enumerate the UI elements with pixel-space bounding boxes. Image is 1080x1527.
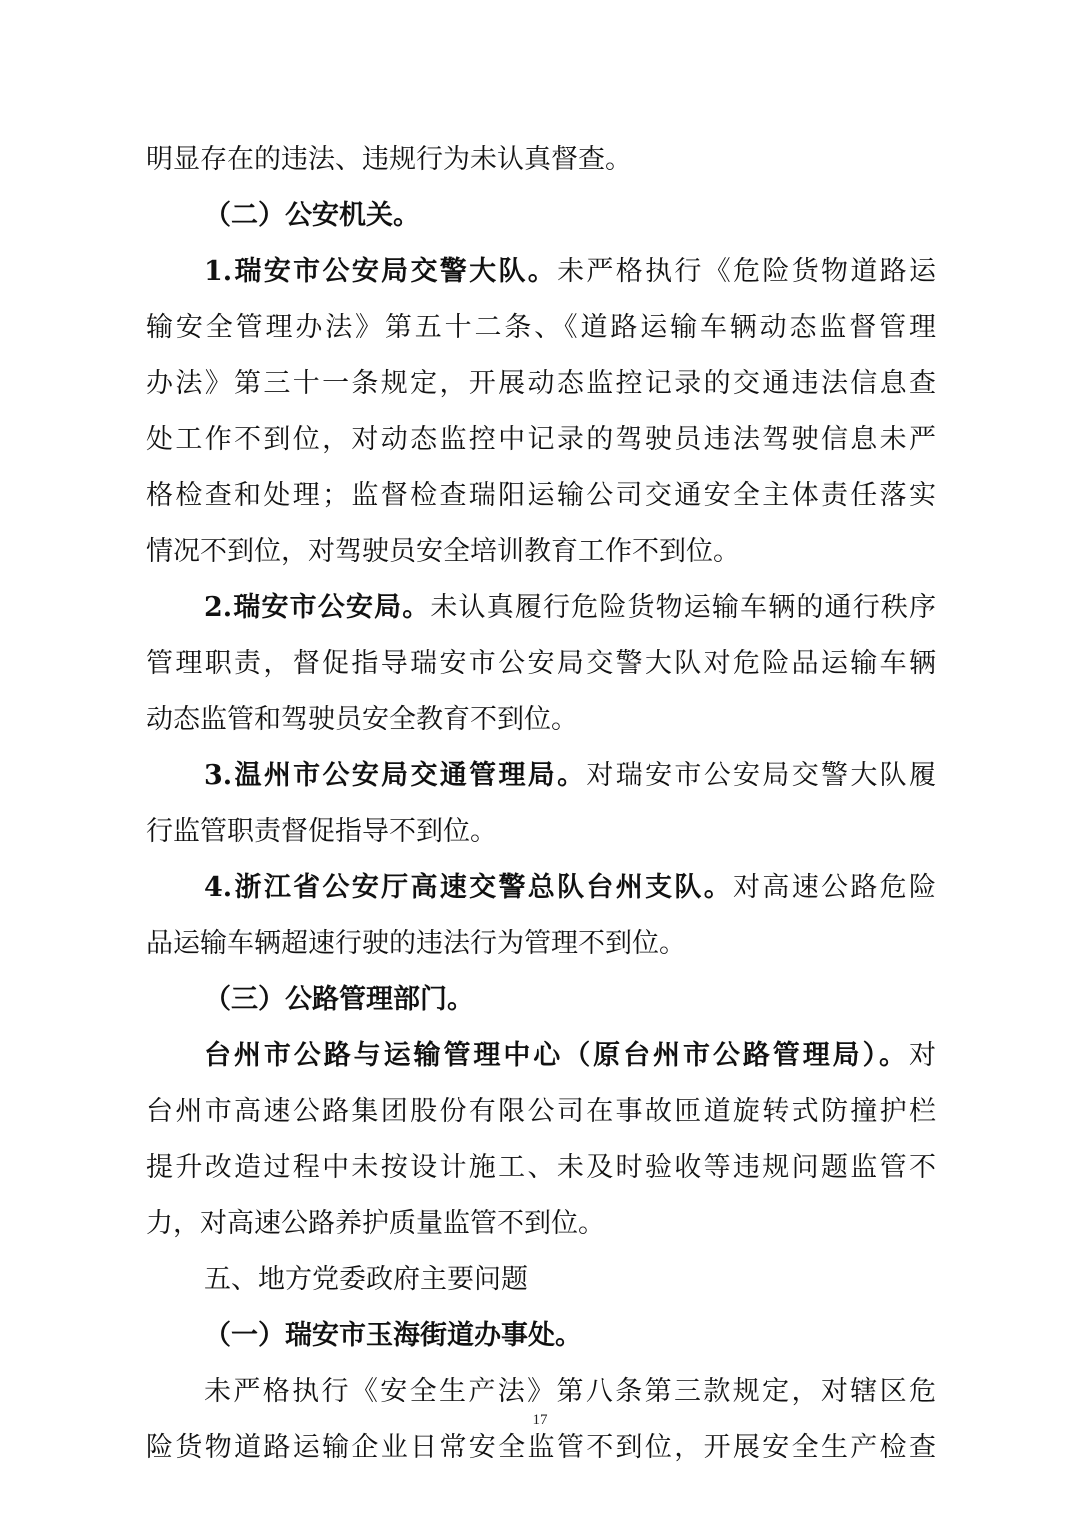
section-heading: （二）公安机关。 <box>204 200 420 231</box>
item-text: 未严格执行《危险货物道路运 <box>557 256 936 287</box>
text-line <box>146 860 936 916</box>
text-line: 情况不到位，对驾驶员安全培训教育工作不到位。 <box>146 536 740 567</box>
item-heading: 2.瑞安市公安局。 <box>204 592 431 623</box>
text-line <box>146 580 936 636</box>
text-line: 险货物道路运输企业日常安全监管不到位，开展安全生产检查 <box>146 1432 936 1463</box>
item-heading: 4.浙江省公安厅高速交警总队台州支队。 <box>204 872 734 903</box>
text-line <box>146 244 936 300</box>
page-number: 17 <box>532 1412 548 1428</box>
text-line: 明显存在的违法、违规行为未认真督查。 <box>146 144 632 175</box>
text-line: 未严格执行《安全生产法》第八条第三款规定，对辖区危 <box>204 1376 936 1407</box>
text-line: 行监管职责督促指导不到位。 <box>146 816 497 847</box>
page-body <box>146 132 936 1476</box>
text-line: 办法》第三十一条规定，开展动态监控记录的交通违法信息查 <box>146 368 936 399</box>
text-line: 品运输车辆超速行驶的违法行为管理不到位。 <box>146 928 686 959</box>
text-line: 处工作不到位，对动态监控中记录的驾驶员违法驾驶信息未严 <box>146 424 936 455</box>
item-heading: 台州市公路与运输管理中心（原台州市公路管理局）。 <box>204 1040 909 1071</box>
item-text: 对 <box>909 1040 936 1071</box>
text-line: 提升改造过程中未按设计施工、未及时验收等违规问题监管不 <box>146 1152 936 1183</box>
text-line: 动态监管和驾驶员安全教育不到位。 <box>146 704 578 735</box>
text-line: 力，对高速公路养护质量监管不到位。 <box>146 1208 605 1239</box>
item-text: 未认真履行危险货物运输车辆的通行秩序 <box>430 592 936 623</box>
chapter-heading: 五、地方党委政府主要问题 <box>204 1264 528 1295</box>
section-heading: （一）瑞安市玉海街道办事处。 <box>204 1320 582 1351</box>
section-heading: （三）公路管理部门。 <box>204 984 474 1015</box>
text-line <box>146 1028 936 1084</box>
item-heading: 3.温州市公安局交通管理局。 <box>204 760 587 791</box>
item-heading: 1.瑞安市公安局交警大队。 <box>204 256 558 287</box>
item-text: 对高速公路危险 <box>733 872 936 903</box>
text-line: 台州市高速公路集团股份有限公司在事故匝道旋转式防撞护栏 <box>146 1096 936 1127</box>
text-line: 输安全管理办法》第五十二条、《道路运输车辆动态监督管理 <box>146 312 936 343</box>
text-line <box>146 748 936 804</box>
text-line: 管理职责，督促指导瑞安市公安局交警大队对危险品运输车辆 <box>146 648 936 679</box>
text-line: 格检查和处理；监督检查瑞阳运输公司交通安全主体责任落实 <box>146 480 936 511</box>
item-text: 对瑞安市公安局交警大队履 <box>586 760 936 791</box>
